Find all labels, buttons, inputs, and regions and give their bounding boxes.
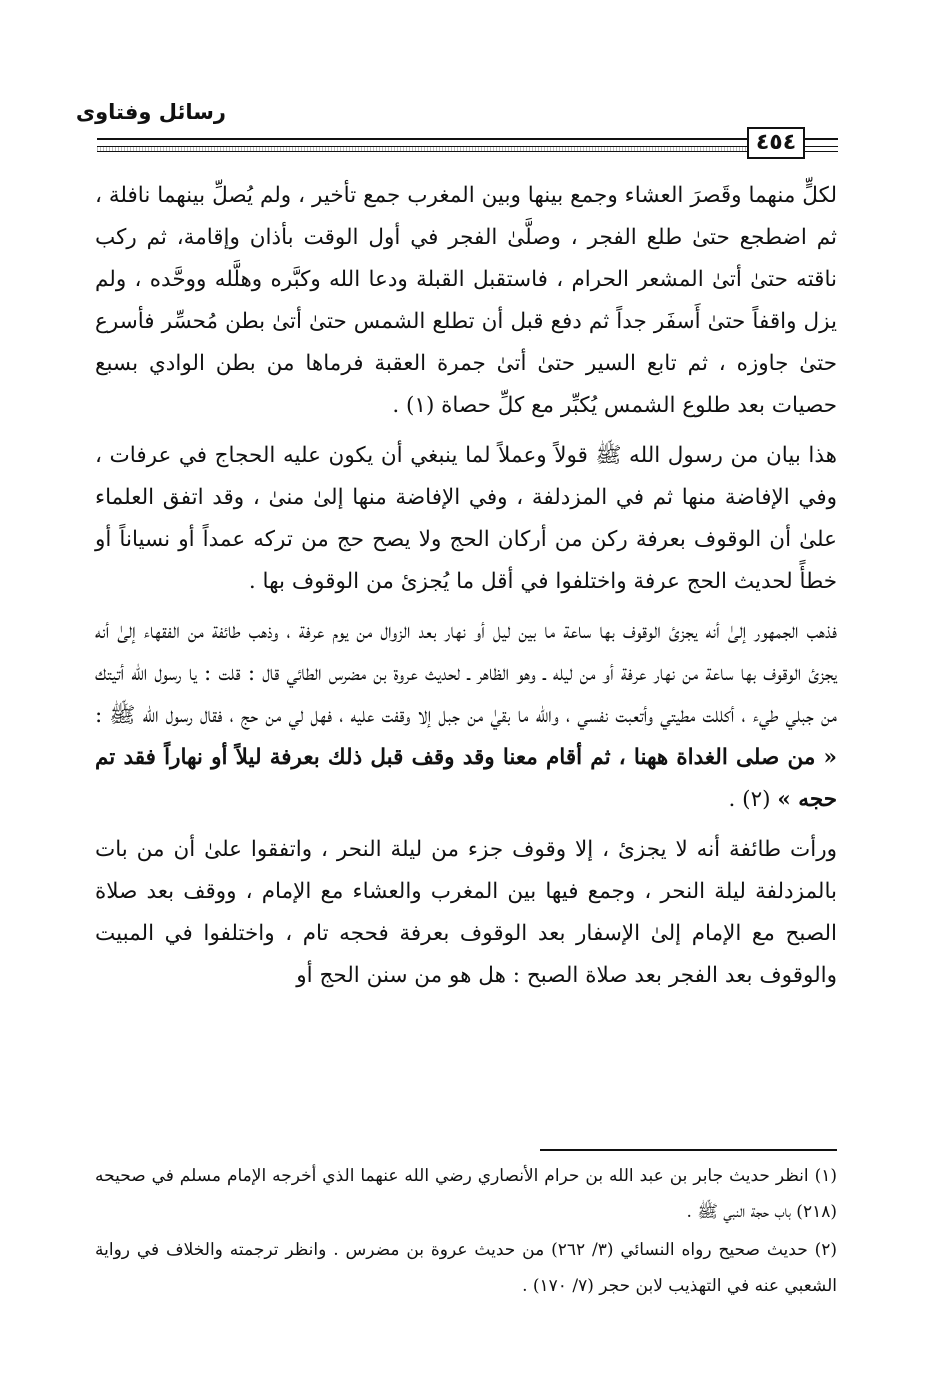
footnotes [95,1158,837,1304]
footnote-2: (٢) حديث صحيح رواه النسائي (٣/ ٢٦٢) من حديث عروة بن مضرس . وانظر ترجمته والخلاف في رواية الشعبي عنه في التهذيب لابن حجر (٧/ ١٧٠) . [95,1240,837,1296]
running-header-title: رسائل وفتاوى [75,100,226,124]
paragraph-3-footnote-ref: (٢) . [728,787,778,812]
main-text [95,175,837,997]
header-rule-right [805,146,838,152]
footnote-1: (١) انظر حديث جابر بن عبد الله بن حرام الأنصاري رضي الله عنهما الذي أخرجه الإمام مسلم في صحيحه (٢١٨) باب حجة النبي ﷺ . [95,1166,837,1222]
page-number: ٤٥٤ [747,127,805,159]
paragraph-3-text: فذهب الجمهور إلىٰ أنه يجزئ الوقوف بها ساعة ما بين ليل أو نهار بعد الزوال من يوم عرفة ، وذهب طائفة من الفقهاء إلىٰ أنه يجزئ الوقوف بها ساعة من نهار عرفة أو من ليله ـ وهو الظاهر ـ لحديث عروة بن مضرس الطائي قال : قلت : يا رسول الله أتيتك من جبلي طيء ، أكللت مطيتي وأتعبت نفسي ، والله ما بقيٰ من جبل إلا وقفت عليه ، فهل لي من حج ، فقال رسول الله ﷺ : [95,619,837,728]
header-rule-bottom [97,146,747,152]
header-rule-top [97,138,838,140]
hadith-quote: « من صلى الغداة ههنا ، ثم أقام معنا وقد وقف قبل ذلك بعرفة ليلاً أو نهاراً فقد تم حجه » [95,745,837,812]
paragraph-4: ورأت طائفة أنه لا يجزئ ، إلا وقوف جزء من ليلة النحر ، واتفقوا علىٰ أن من بات بالمزدلفة ليلة النحر ، وجمع فيها بين المغرب والعشاء مع الإمام ، ووقف بعد صلاة الصبح مع الإمام إلىٰ الإسفار بعد الوقوف بعرفة فحجه تام ، واختلفوا في المبيت والوقوف بعد الفجر بعد صلاة الصبح : هل هو من سنن الحج أو [95,837,837,988]
paragraph-2: هذا بيان من رسول الله ﷺ قولاً وعملاً لما ينبغي أن يكون عليه الحجاج في عرفات ، وفي الإفاضة منها ثم في المزدلفة ، وفي الإفاضة منها إلىٰ منىٰ ، وقد اتفق العلماء علىٰ أن الوقوف بعرفة ركن من أركان الحج ولا يصح حج من تركه عمداً أو نسياناً أو خطأً لحديث الحج عرفة واختلفوا في أقل ما يُجزئ من الوقوف بها . [95,443,837,594]
footnote-separator [540,1149,837,1151]
paragraph-1: لكلٍّ منهما وقَصرَ العشاء وجمع بينها وبين المغرب جمع تأخير ، ولم يُصلِّ بينهما نافلة ، ثم اضطجع حتىٰ طلع الفجر ، وصلَّىٰ الفجر في أول الوقت بأذان وإقامة، ثم ركب ناقته حتىٰ أتىٰ المشعر الحرام ، فاستقبل القبلة ودعا الله وكبَّره وهلَّله ووحَّده ، ولم يزل واقفاً حتىٰ أَسفَر جداً ثم دفع قبل أن تطلع الشمس حتىٰ أتىٰ بطن مُحسِّر فأسرع حتىٰ جاوزه ، ثم تابع السير حتىٰ أتىٰ جمرة العقبة فرماها من بطن الوادي بسبع حصيات بعد طلوع الشمس يُكبِّر مع كلِّ حصاة (١) . [95,183,837,418]
paragraph-3 [95,611,837,821]
